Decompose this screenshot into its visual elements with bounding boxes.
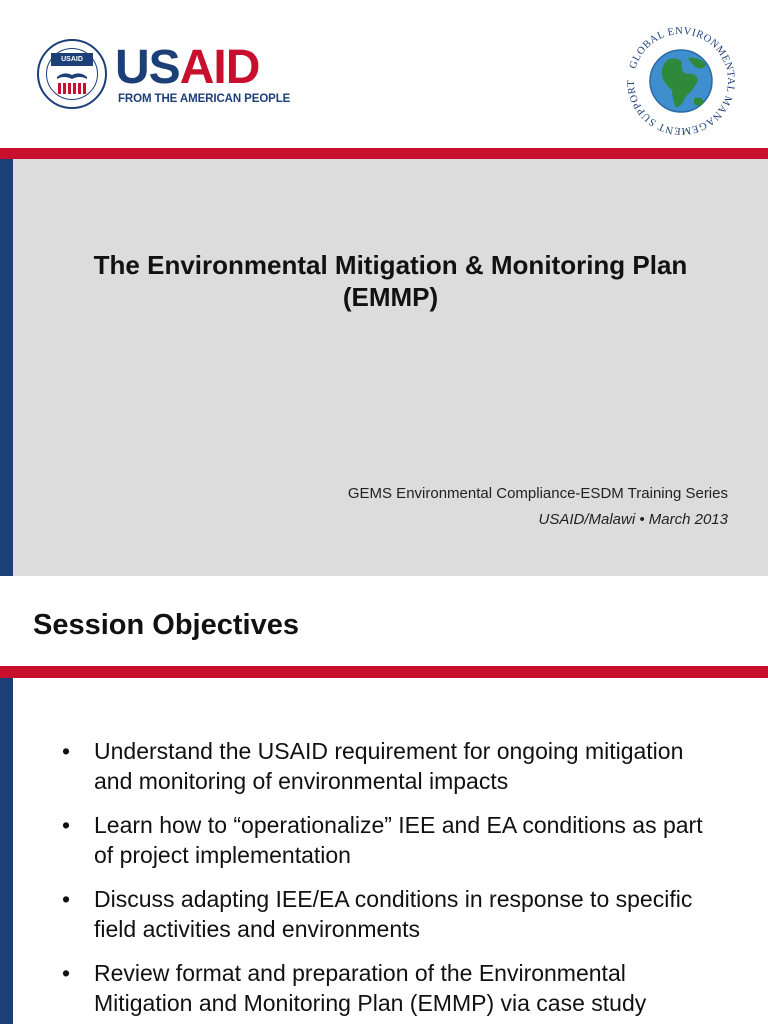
bullet-icon: • [62, 812, 71, 838]
list-item: • Discuss adapting IEE/EA conditions in response to specific field activities and environments [62, 886, 693, 942]
side-accent-bar [0, 159, 13, 576]
bullet-icon: • [62, 738, 71, 764]
slide-header [0, 0, 768, 148]
bullet-icon: • [62, 886, 71, 912]
usaid-seal-icon [37, 39, 107, 109]
globe-icon [650, 50, 712, 112]
slide-title: Session Objectives [33, 609, 299, 641]
bullet-icon: • [62, 960, 71, 986]
series-subtitle: GEMS Environmental Compliance-ESDM Training Series [347, 485, 728, 502]
list-item: • Learn how to “operationalize” IEE and EA conditions as part of project implementation [62, 812, 703, 868]
title-rule [0, 666, 768, 678]
list-item: • Understand the USAID requirement for ongoing mitigation and monitoring of environmental impacts [62, 738, 684, 794]
location-date: USAID/Malawi • March 2013 [538, 511, 728, 528]
title-line-2: (EMMP) [342, 282, 439, 312]
side-accent-bar [0, 678, 13, 1024]
header-rule [0, 148, 768, 159]
objectives-slide [0, 576, 768, 1024]
usaid-tagline: FROM THE AMERICAN PEOPLE [118, 93, 291, 105]
presentation-title [13, 249, 768, 313]
list-item: • Review format and preparation of the Environmental Mitigation and Monitoring Plan (EMMP) via case study [62, 960, 647, 1016]
gems-ring-text: GLOBAL ENVIRONMENTAL MANAGEMENT SUPPORT [625, 25, 737, 137]
usaid-wordmark: USAID [115, 41, 260, 94]
gems-globe-logo [620, 20, 742, 142]
title-line-1: The Environmental Mitigation & Monitoring Plan [93, 250, 688, 280]
objectives-list [62, 736, 722, 1024]
seal-label: USAID [51, 53, 93, 66]
handshake-icon [55, 68, 89, 82]
